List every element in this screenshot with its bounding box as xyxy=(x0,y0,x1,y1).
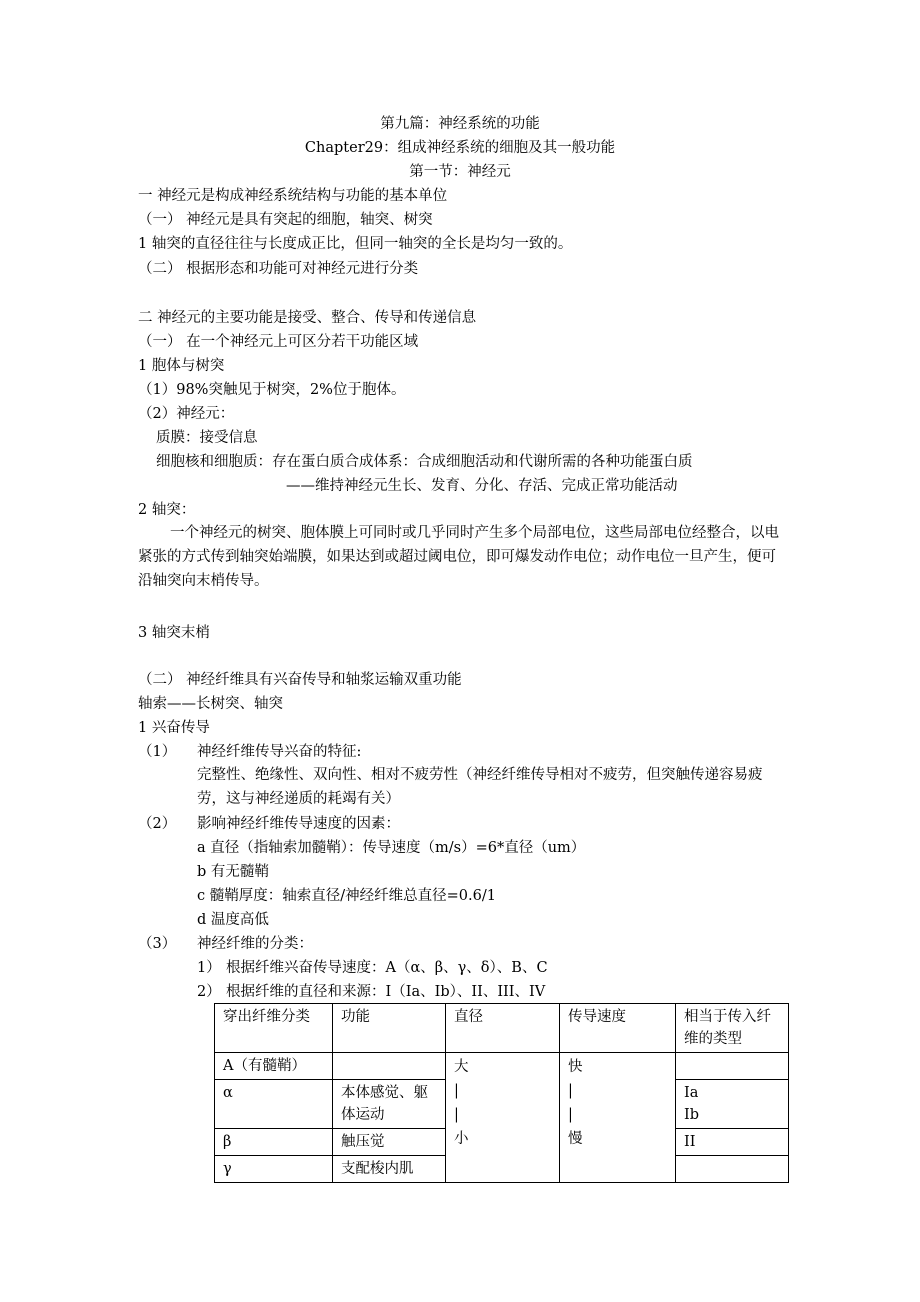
header-cell: 功能 xyxy=(333,1004,446,1053)
chapter-title: Chapter29：组成神经系统的细胞及其一般功能 xyxy=(304,140,616,156)
c3-title: 神经纤维的分类： xyxy=(197,936,313,952)
diameter-bar: | xyxy=(454,1083,459,1099)
diameter-label: 小 xyxy=(454,1131,469,1147)
header-cell: 传导速度 xyxy=(560,1004,676,1053)
item-synapse-ratio: （1）98%突触见于树突，2%位于胞体。 xyxy=(138,382,406,398)
diameter-bar: | xyxy=(454,1107,459,1123)
fiber-classification-table xyxy=(214,1003,789,1183)
item-conduction: 1 兴奋传导 xyxy=(138,720,210,736)
class-cell: α xyxy=(215,1080,333,1129)
c1-number: （1） xyxy=(138,744,177,760)
item-neuron: （2）神经元： xyxy=(138,406,235,422)
function-cell: 触压觉 xyxy=(333,1129,446,1156)
axon-paragraph: 一个神经元的树突、胞体膜上可同时或几乎同时产生多个局部电位，这些局部电位经整合，以电紧张的方式传到轴突始端膜，如果达到或超过阈电位，即可爆发动作电位；动作电位一旦产生，便可沿轴突向末梢传导。 xyxy=(138,525,779,589)
header-cell: 穿出纤维分类 xyxy=(215,1004,333,1053)
type-label: Ia xyxy=(684,1085,699,1101)
class-cell: β xyxy=(215,1129,333,1156)
c3-2-number: 2） xyxy=(197,984,221,1000)
function-cell: 支配梭内肌 xyxy=(333,1156,446,1183)
function-cell: 本体感觉、躯体运动 xyxy=(333,1080,446,1129)
section-title: 第一节：神经元 xyxy=(409,164,511,180)
function-cell xyxy=(333,1053,446,1080)
c2-item-c: c 髓鞘厚度：轴索直径/神经纤维总直径=0.6/1 xyxy=(197,888,496,904)
c3-2-text: 根据纤维的直径和来源：I（Ia、Ib）、II、III、IV xyxy=(226,984,546,1000)
item-axon: 2 轴突： xyxy=(138,502,196,518)
heading-2: 二 神经元的主要功能是接受、整合、传导和传递信息 xyxy=(138,310,477,326)
c3-1-number: 1） xyxy=(197,960,221,976)
c1-text: 完整性、绝缘性、双向性、相对不疲劳性（神经纤维传导相对不疲劳，但突触传递容易疲劳，这与神经递质的耗竭有关） xyxy=(197,767,763,807)
paragraph-1-1: 1 轴突的直径往往与长度成正比，但同一轴突的全长是均匀一致的。 xyxy=(138,236,573,252)
class-cell: A（有髓鞘） xyxy=(215,1053,333,1080)
c3-number: （3） xyxy=(138,936,177,952)
speed-cell xyxy=(560,1053,676,1183)
header-cell: 相当于传入纤维的类型 xyxy=(676,1004,789,1053)
subheading-2-2: （二） 神经纤维具有兴奋传导和轴浆运输双重功能 xyxy=(138,672,462,688)
type-cell xyxy=(676,1156,789,1183)
type-label: Ib xyxy=(684,1107,700,1123)
diameter-cell xyxy=(446,1053,560,1183)
table-header-row xyxy=(215,1004,789,1053)
axon-definition: 轴索——长树突、轴突 xyxy=(138,696,283,712)
c2-item-b: b 有无髓鞘 xyxy=(197,864,269,880)
c2-title: 影响神经纤维传导速度的因素： xyxy=(197,816,400,832)
membrane-line: 质膜：接受信息 xyxy=(156,430,258,446)
item-axon-terminal: 3 轴突末梢 xyxy=(138,625,210,641)
part-title: 第九篇：神经系统的功能 xyxy=(380,116,540,132)
heading-1: 一 神经元是构成神经系统结构与功能的基本单位 xyxy=(138,188,448,204)
class-cell: γ xyxy=(215,1156,333,1183)
type-cell xyxy=(676,1053,789,1080)
diameter-label: 大 xyxy=(454,1059,469,1075)
type-cell xyxy=(676,1080,789,1129)
subheading-2-1: （一） 在一个神经元上可区分若干功能区域 xyxy=(138,334,419,350)
c2-item-a: a 直径（指轴索加髓鞘）：传导速度（m/s）=6*直径（um） xyxy=(197,840,586,856)
c2-number: （2） xyxy=(138,816,177,832)
nucleus-line: 细胞核和细胞质：存在蛋白质合成体系：合成细胞活动和代谢所需的各种功能蛋白质 xyxy=(156,454,693,470)
maintain-line: ——维持神经元生长、发育、分化、存活、完成正常功能活动 xyxy=(286,478,678,494)
c1-title: 神经纤维传导兴奋的特征: xyxy=(197,744,362,760)
header-cell: 直径 xyxy=(446,1004,560,1053)
c3-1-text: 根据纤维兴奋传导速度：A（α、β、γ、δ）、B、C xyxy=(226,960,548,976)
subheading-1-2: （二） 根据形态和功能可对神经元进行分类 xyxy=(138,261,419,277)
speed-label: 快 xyxy=(568,1059,583,1075)
c2-item-d: d 温度高低 xyxy=(197,912,269,928)
item-soma-dendrite: 1 胞体与树突 xyxy=(138,358,225,374)
table-row xyxy=(215,1053,789,1080)
speed-bar: | xyxy=(568,1107,573,1123)
speed-label: 慢 xyxy=(568,1131,583,1147)
subheading-1-1: （一） 神经元是具有突起的细胞，轴突、树突 xyxy=(138,212,433,228)
type-cell: II xyxy=(676,1129,789,1156)
speed-bar: | xyxy=(568,1083,573,1099)
